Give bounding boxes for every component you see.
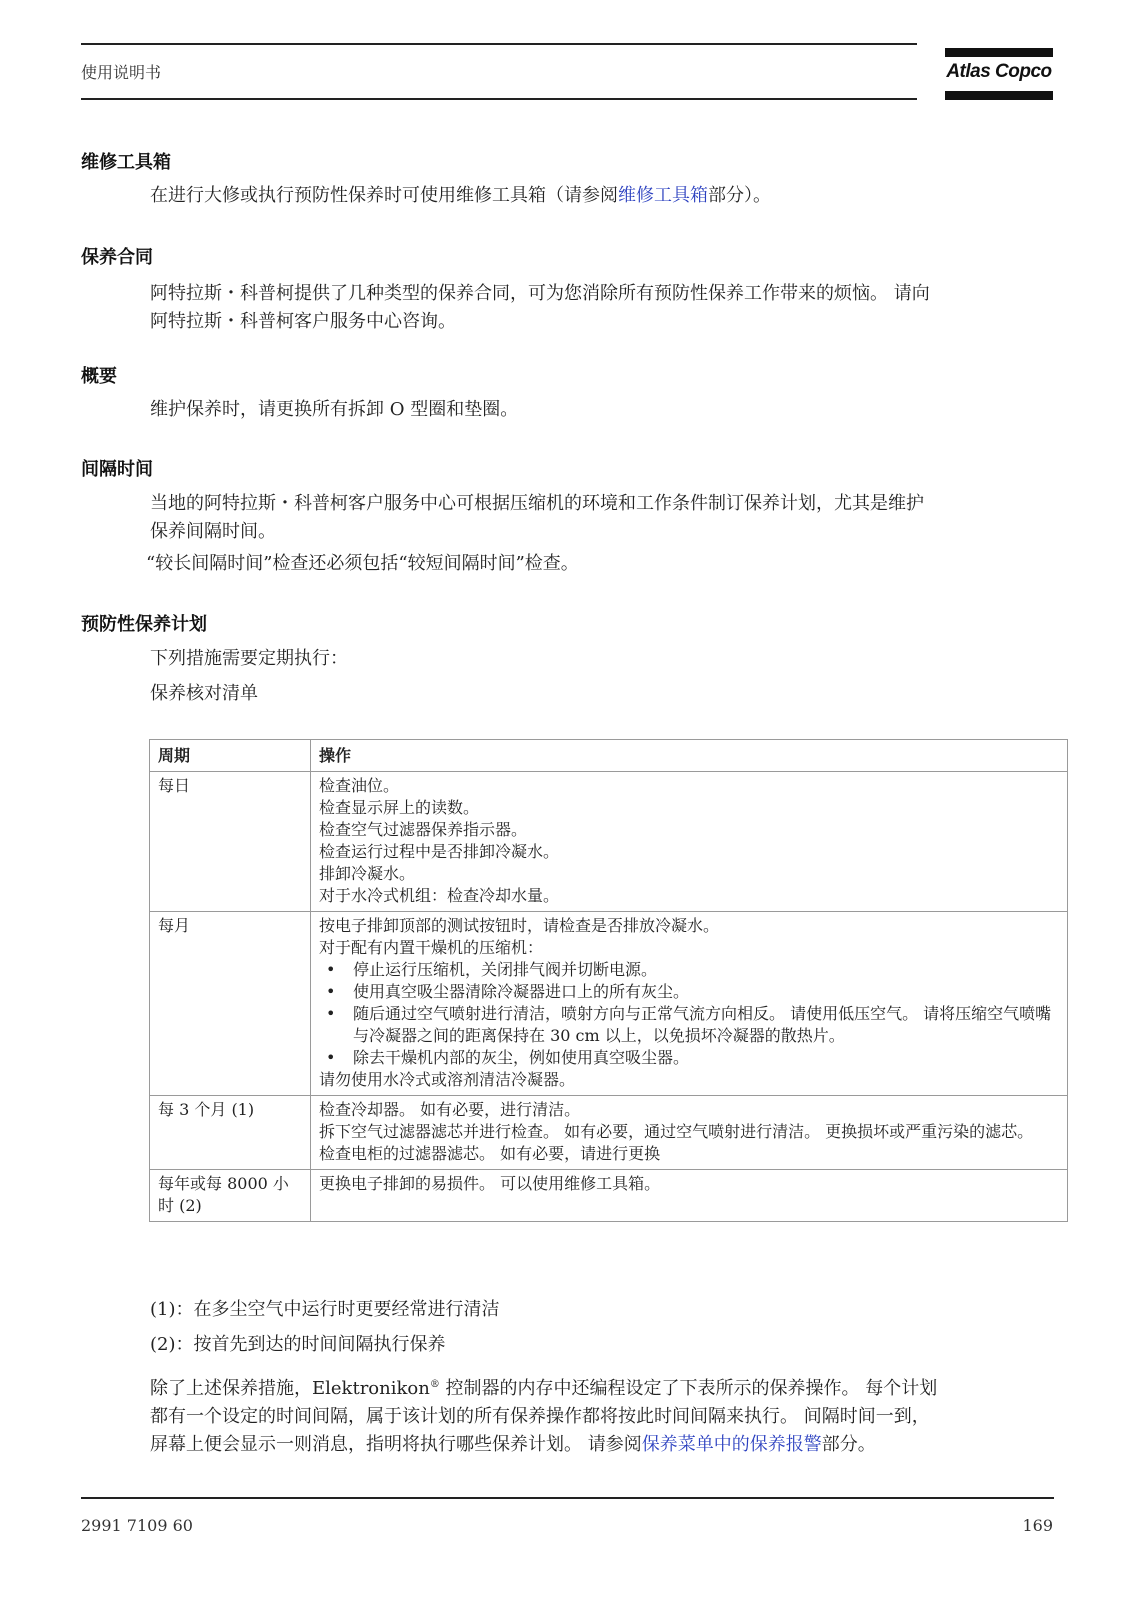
period-cell: 每年或每 8000 小时 (2) — [150, 1170, 311, 1222]
interval-line-1: 当地的阿特拉斯・科普柯客户服务中心可根据压缩机的环境和工作条件制订保养计划，尤其是维护 — [150, 493, 924, 514]
action-line: 检查显示屏上的读数。 — [319, 798, 480, 817]
closing-line-1-text: 除了上述保养措施，Elektronikon — [150, 1378, 430, 1399]
plan-intro: 下列措施需要定期执行： — [150, 648, 348, 669]
action-bullet: • 停止运行压缩机，关闭排气阀并切断电源。 — [353, 959, 1061, 981]
column-header-action: 操作 — [311, 740, 1068, 772]
action-cell — [311, 772, 1068, 912]
action-line: 排卸冷凝水。 — [319, 864, 416, 883]
brand-logo — [945, 48, 1053, 100]
registered-mark: ® — [429, 1379, 440, 1390]
action-line: 更换电子排卸的易损件。 可以使用维修工具箱。 — [319, 1174, 661, 1193]
contract-line-1: 阿特拉斯・科普柯提供了几种类型的保养合同，可为您消除所有预防性保养工作带来的烦恼。 请向 — [150, 283, 930, 304]
toolkit-paragraph — [150, 182, 1060, 210]
action-cell — [311, 1096, 1068, 1170]
action-line: 按电子排卸顶部的测试按钮时，请检查是否排放冷凝水。 — [319, 916, 720, 935]
contract-line-2: 阿特拉斯・科普柯客户服务中心咨询。 — [150, 311, 456, 332]
action-line: 对于配有内置干燥机的压缩机： — [319, 938, 544, 957]
heading-preventive-plan: 预防性保养计划 — [81, 614, 207, 635]
action-bullet: • 随后通过空气喷射进行清洁，喷射方向与正常气流方向相反。 请使用低压空气。 请将压缩空气喷嘴与冷凝器之间的距离保持在 30 cm 以上，以免损坏冷凝器的散热片。 — [353, 1003, 1061, 1047]
action-bullet: • 使用真空吸尘器清除冷凝器进口上的所有灰尘。 — [353, 981, 1061, 1003]
action-line: 对于水冷式机组：检查冷却水量。 — [319, 886, 560, 905]
overview-paragraph: 维护保养时，请更换所有拆卸 O 型圈和垫圈。 — [150, 399, 519, 420]
footnote-1: (1)：在多尘空气中运行时更要经常进行清洁 — [150, 1299, 500, 1320]
heading-toolkit: 维修工具箱 — [81, 152, 171, 173]
checklist-label: 保养核对清单 — [150, 683, 258, 704]
document-type: 使用说明书 — [81, 63, 162, 82]
maintenance-checklist-table — [149, 739, 1068, 1222]
footnote-2: (2)：按首先到达的时间间隔执行保养 — [150, 1334, 446, 1355]
interval-paragraph — [150, 490, 1060, 546]
contract-paragraph — [150, 280, 1060, 336]
closing-line-3-rest: 部分。 — [821, 1434, 876, 1455]
closing-paragraph — [150, 1371, 1070, 1459]
footer-rule — [81, 1497, 1054, 1499]
period-cell: 每日 — [150, 772, 311, 912]
header-bottom-rule — [81, 98, 917, 100]
heading-interval: 间隔时间 — [81, 459, 153, 480]
closing-line-3-text: 屏幕上便会显示一则消息，指明将执行哪些保养计划。 请参阅 — [150, 1434, 642, 1455]
heading-overview: 概要 — [81, 366, 117, 387]
action-line: 检查运行过程中是否排卸冷凝水。 — [319, 842, 560, 861]
interval-note: “较长间隔时间”检查还必须包括“较短间隔时间”检查。 — [146, 553, 579, 574]
action-line: 检查空气过滤器保养指示器。 — [319, 820, 528, 839]
toolkit-link[interactable]: 维修工具箱 — [618, 185, 708, 206]
period-cell: 每月 — [150, 912, 311, 1096]
table-row-daily — [150, 772, 1068, 912]
action-line: 检查冷却器。 如有必要，进行清洁。 — [319, 1100, 581, 1119]
page-number: 169 — [1022, 1516, 1053, 1535]
column-header-period: 周期 — [150, 740, 311, 772]
header-top-rule — [81, 43, 917, 45]
table-row-monthly — [150, 912, 1068, 1096]
closing-line-1-rest: 控制器的内存中还编程设定了下表所示的保养操作。 每个计划 — [439, 1378, 938, 1399]
action-line: 拆下空气过滤器滤芯并进行检查。 如有必要，通过空气喷射进行清洁。 更换损坏或严重污染的滤芯。 — [319, 1122, 1034, 1141]
action-bullet-list — [319, 959, 1061, 1069]
table-row-yearly — [150, 1170, 1068, 1222]
table-row-quarterly — [150, 1096, 1068, 1170]
maintenance-alarm-link[interactable]: 保养菜单中的保养报警 — [641, 1434, 822, 1455]
action-line: 检查电柜的过滤器滤芯。 如有必要，请进行更换 — [319, 1144, 661, 1163]
action-cell — [311, 1170, 1068, 1222]
closing-line-1 — [150, 1371, 1070, 1403]
action-line: 检查油位。 — [319, 776, 400, 795]
table-header-row — [150, 740, 1068, 772]
period-cell: 每 3 个月 (1) — [150, 1096, 311, 1170]
toolkit-text-after: 部分）。 — [708, 185, 771, 206]
closing-line-3 — [150, 1431, 1070, 1459]
action-cell — [311, 912, 1068, 1096]
interval-line-2: 保养间隔时间。 — [150, 521, 276, 542]
logo-top-bar — [945, 48, 1053, 57]
action-bullet: • 除去干燥机内部的灰尘，例如使用真空吸尘器。 — [353, 1047, 1061, 1069]
document-number: 2991 7109 60 — [81, 1516, 193, 1535]
toolkit-text-before: 在进行大修或执行预防性保养时可使用维修工具箱（请参阅 — [150, 185, 618, 206]
logo-wordmark: Atlas Copco — [946, 61, 1052, 82]
logo-bottom-bar — [945, 91, 1053, 100]
heading-contract: 保养合同 — [81, 247, 153, 268]
closing-line-2: 都有一个设定的时间间隔，属于该计划的所有保养操作都将按此时间间隔来执行。 间隔时间一到， — [150, 1406, 930, 1427]
action-line: 请勿使用水冷式或溶剂清洁冷凝器。 — [319, 1070, 576, 1089]
